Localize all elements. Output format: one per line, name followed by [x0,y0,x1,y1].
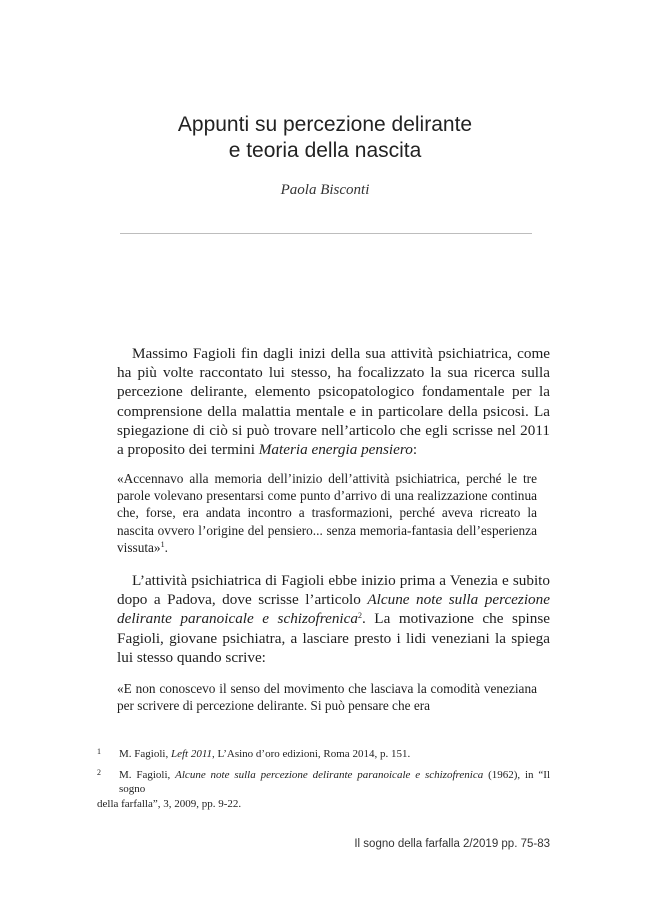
footnote-ref-1[interactable]: 1 [160,539,165,549]
title-divider [120,233,532,234]
running-footer: Il sogno della farfalla 2/2019 pp. 75-83 [354,838,550,850]
block-quote-1 [117,470,537,556]
footnote-2-post: (1962), in “Il sogno [119,768,550,795]
footnote-2 [97,768,550,812]
paragraph-1-end: : [412,441,418,459]
footnote-2-continuation: della farfalla”, 3, 2009, pp. 9-22. [97,797,242,810]
paragraph-1-text: Massimo Fagioli fin dagli inizi della sua attività psichiatrica, come ha più volte raccontato lui stesso, ha focalizzato la sua ricerca sulla percezione delirante, elemento psicopatologico fondamentale per la comprensione della malattia mentale e in particolare della psicosi. La spiegazione di ciò si può trovare nell’articolo che egli scrisse nel 2011 a proposito dei termini [117,345,550,459]
quote-1-end: . [164,539,168,555]
body-paragraph-1 [117,344,550,459]
block-quote-2 [117,680,537,714]
footnote-1 [97,747,550,762]
footnotes [97,747,550,817]
quote-1 [117,470,537,556]
paragraph-1 [117,344,550,459]
article-title-line-1: Appunti su percezione delirante [177,113,473,136]
paragraph-2 [117,571,550,667]
article-title-line-2: e teoria della nascita [228,139,422,162]
footnote-1-number: 1 [97,747,101,756]
footnote-ref-2[interactable]: 2 [357,611,362,621]
body-paragraph-2 [117,571,550,667]
footnote-1-italic: Left 2011 [170,748,212,760]
paragraph-2-end: . La motivazione che spinse Fagioli, giovane psichiatra, a lasciare presto i lidi veneziani la spiega lui stesso quando scrive: [117,610,550,666]
article-author: Paola Bisconti [280,182,370,198]
quote-1-text: «Accennavo alla memoria dell’inizio dell’attività psichiatrica, perché le tre parole volevano presentarsi come punto d’arrivo di una realizzazione continua che, forse, era andata incontro a trasformazioni, perché aveva ricreato la nascita ovvero l’origine del pensiero... senza memoria-fantasia dell’esperienza vissuta» [117,471,537,555]
footnote-2-number: 2 [97,767,101,777]
footnote-1-pre: M. Fagioli, [119,748,171,760]
quote-2 [117,680,537,714]
paragraph-2-text: L’attività psichiatrica di Fagioli ebbe inizio prima a Venezia e subito dopo a Padova, dove scrisse l’articolo [117,572,550,609]
footnote-1-post: , L’Asino d’oro edizioni, Roma 2014, p. 151. [212,748,411,760]
article-title [0,112,650,164]
footnote-2-italic: Alcune note sulla percezione delirante paranoicale e schizofrenica [175,768,484,781]
paragraph-2-italic: Alcune note sulla percezione delirante paranoicale e schizofrenica [117,591,550,628]
paragraph-1-italic: Materia energia pensiero [258,441,413,459]
quote-2-text: «E non conoscevo il senso del movimento che lasciava la comodità veneziana per scrivere di percezione delirante. Si può pensare che era [117,681,537,714]
footnote-2-pre: M. Fagioli, [119,768,176,781]
